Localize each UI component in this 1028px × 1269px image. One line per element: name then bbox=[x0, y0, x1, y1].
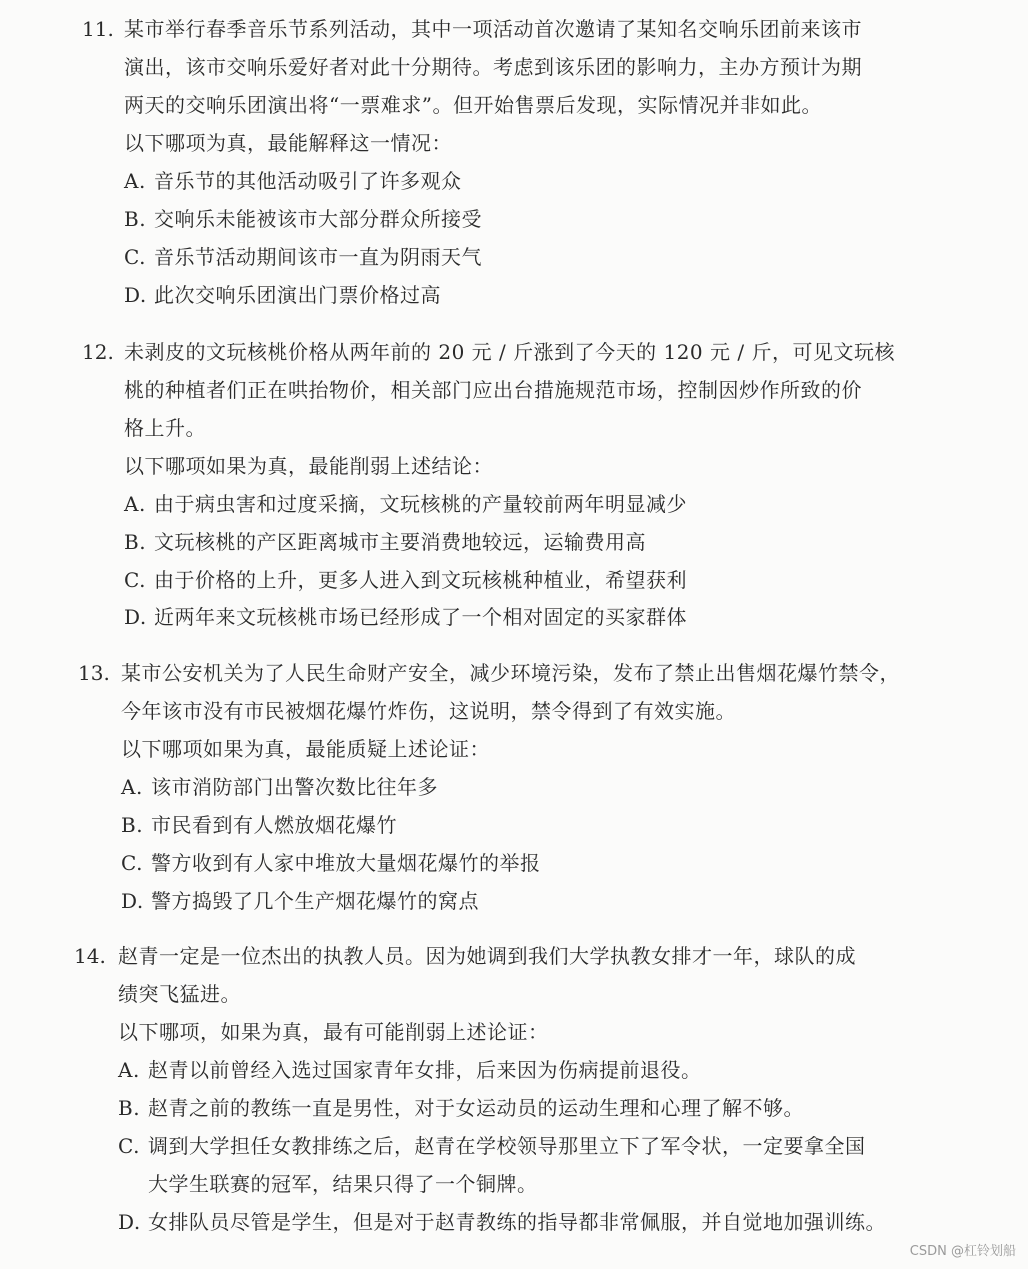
question-stem-line: 某市公安机关为了人民生命财产安全，减少环境污染，发布了禁止出售烟花爆竹禁令， bbox=[121, 661, 900, 685]
option-d bbox=[118, 1210, 886, 1234]
option-d bbox=[124, 283, 441, 307]
option-b bbox=[124, 530, 646, 554]
option-a bbox=[121, 775, 438, 799]
option-c bbox=[124, 245, 482, 269]
option-text: 市民看到有人燃放烟花爆竹 bbox=[151, 813, 397, 837]
option-b bbox=[124, 207, 482, 231]
question-number: 12. bbox=[82, 340, 114, 364]
question-number: 11. bbox=[82, 17, 114, 41]
option-a bbox=[124, 492, 687, 516]
option-text: 由于病虫害和过度采摘，文玩核桃的产量较前两年明显减少 bbox=[154, 492, 687, 516]
option-b bbox=[121, 813, 397, 837]
option-letter: D. bbox=[121, 889, 144, 913]
option-text: 交响乐未能被该市大部分群众所接受 bbox=[154, 207, 482, 231]
option-text: 赵青以前曾经入选过国家青年女排，后来因为伤病提前退役。 bbox=[148, 1058, 702, 1082]
option-c bbox=[121, 851, 541, 875]
question-stem-line: 两天的交响乐团演出将“一票难求”。但开始售票后发现，实际情况并非如此。 bbox=[124, 93, 822, 117]
option-text: 音乐节活动期间该市一直为阴雨天气 bbox=[154, 245, 482, 269]
option-text: 警方收到有人家中堆放大量烟花爆竹的举报 bbox=[151, 851, 541, 875]
option-text: 调到大学担任女教排练之后，赵青在学校领导那里立下了军令状，一定要拿全国 bbox=[148, 1134, 866, 1158]
option-text: 近两年来文玩核桃市场已经形成了一个相对固定的买家群体 bbox=[154, 605, 687, 629]
option-text: 赵青之前的教练一直是男性，对于女运动员的运动生理和心理了解不够。 bbox=[148, 1096, 804, 1120]
option-letter: C. bbox=[124, 568, 146, 592]
option-letter: D. bbox=[124, 283, 147, 307]
option-text: 女排队员尽管是学生，但是对于赵青教练的指导都非常佩服，并自觉地加强训练。 bbox=[148, 1210, 886, 1234]
option-letter: B. bbox=[124, 530, 147, 554]
option-letter: D. bbox=[124, 605, 147, 629]
option-letter: A. bbox=[121, 775, 143, 799]
option-b bbox=[118, 1096, 804, 1120]
option-letter: B. bbox=[121, 813, 144, 837]
option-letter: D. bbox=[118, 1210, 141, 1234]
option-letter: C. bbox=[121, 851, 143, 875]
option-c-continuation bbox=[118, 1172, 538, 1196]
question-stem-line: 未剥皮的文玩核桃价格从两年前的 20 元 / 斤涨到了今天的 120 元 / 斤，可见文玩核 bbox=[124, 340, 895, 364]
question-stem-line: 某市举行春季音乐节系列活动，其中一项活动首次邀请了某知名交响乐团前来该市 bbox=[124, 17, 862, 41]
option-text: 由于价格的上升，更多人进入到文玩核桃种植业，希望获利 bbox=[154, 568, 687, 592]
option-c bbox=[118, 1134, 866, 1158]
option-text: 此次交响乐团演出门票价格过高 bbox=[154, 283, 441, 307]
option-letter: A. bbox=[124, 169, 146, 193]
option-text: 音乐节的其他活动吸引了许多观众 bbox=[154, 169, 462, 193]
option-d bbox=[121, 889, 479, 913]
question-stem-line: 桃的种植者们正在哄抬物价，相关部门应出台措施规范市场，控制因炒作所致的价 bbox=[124, 378, 862, 402]
option-c bbox=[124, 568, 687, 592]
option-letter: B. bbox=[124, 207, 147, 231]
option-letter: B. bbox=[118, 1096, 141, 1120]
question-stem-line: 绩突飞猛进。 bbox=[118, 982, 241, 1006]
question-stem-line: 赵青一定是一位杰出的执教人员。因为她调到我们大学执教女排才一年，球队的成 bbox=[118, 944, 856, 968]
question-stem-line: 演出，该市交响乐爱好者对此十分期待。考虑到该乐团的影响力，主办方预计为期 bbox=[124, 55, 862, 79]
option-text: 该市消防部门出警次数比往年多 bbox=[151, 775, 438, 799]
option-text: 警方捣毁了几个生产烟花爆竹的窝点 bbox=[151, 889, 479, 913]
option-a bbox=[124, 169, 462, 193]
option-text: 文玩核桃的产区距离城市主要消费地较远，运输费用高 bbox=[154, 530, 646, 554]
option-d bbox=[124, 605, 687, 629]
watermark: CSDN @杠铃划船 bbox=[909, 1244, 1016, 1259]
question-number: 13. bbox=[78, 661, 110, 685]
question-stem-line: 格上升。 bbox=[124, 416, 206, 440]
option-text: 大学生联赛的冠军，结果只得了一个铜牌。 bbox=[148, 1172, 538, 1196]
option-letter: A. bbox=[124, 492, 146, 516]
option-letter: C. bbox=[118, 1134, 140, 1158]
option-a bbox=[118, 1058, 702, 1082]
question-prompt: 以下哪项为真，最能解释这一情况： bbox=[124, 131, 452, 155]
question-number: 14. bbox=[74, 944, 106, 968]
question-prompt: 以下哪项如果为真，最能削弱上述结论： bbox=[124, 454, 493, 478]
option-letter: C. bbox=[124, 245, 146, 269]
question-prompt: 以下哪项如果为真，最能质疑上述论证： bbox=[121, 737, 490, 761]
question-stem-line: 今年该市没有市民被烟花爆竹炸伤，这说明，禁令得到了有效实施。 bbox=[121, 699, 736, 723]
option-letter: A. bbox=[118, 1058, 140, 1082]
question-prompt: 以下哪项，如果为真，最有可能削弱上述论证： bbox=[118, 1020, 549, 1044]
